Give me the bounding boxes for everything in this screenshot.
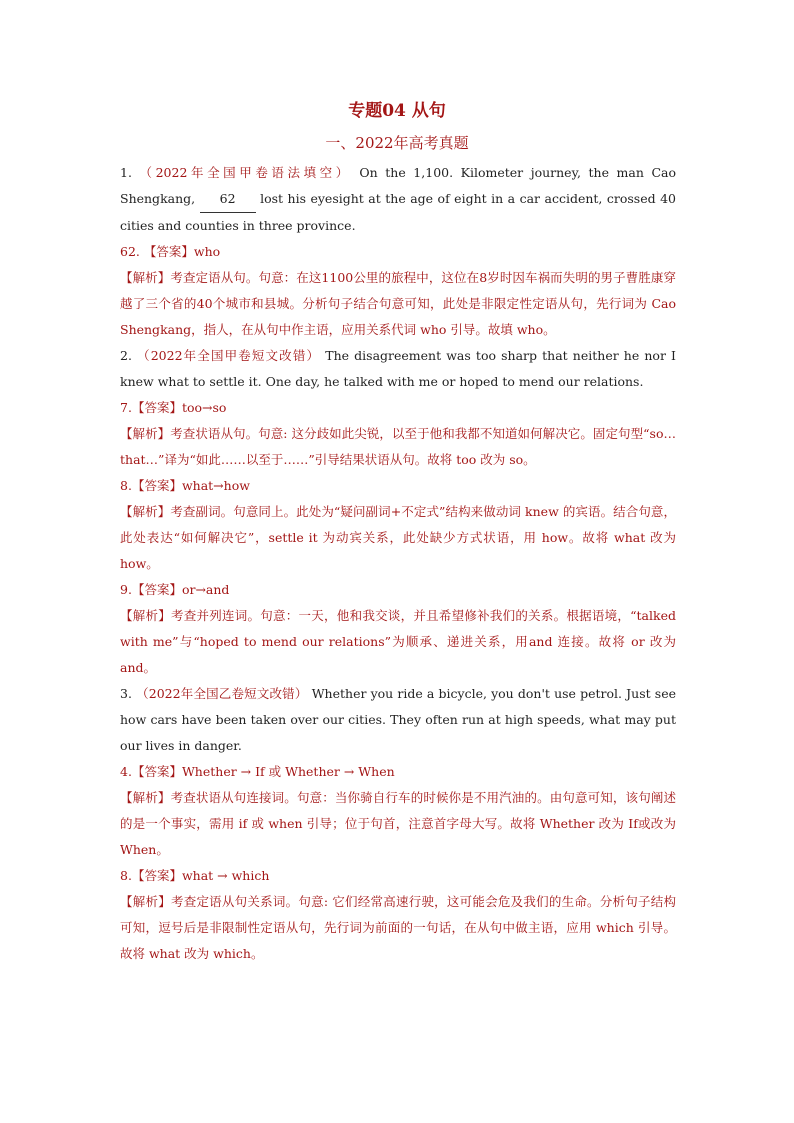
answer-blank: 62 (200, 186, 256, 213)
question-1 (120, 160, 676, 239)
answer-text: or→and (181, 582, 230, 597)
answer-label: 【答案】 (131, 868, 182, 883)
answer-text: who (193, 244, 221, 259)
answer-line (120, 395, 676, 421)
analysis-text: 考查定语从句关系词。句意: 它们经常高速行驶，这可能会危及我们的生命。分析句子结构可知，逗号后是非限制性定语从句，先行词为前面的一句话，在从句中做主语，应用 which 引导。故将 what 改为 which。 (120, 894, 676, 961)
answer-label: 【答案】 (131, 478, 182, 493)
analysis-line (120, 785, 676, 863)
answer-text: Whether → If 或 Whether → When (181, 764, 395, 779)
answer-number: 62. (120, 244, 140, 259)
question-source: （2022年全国甲卷短文改错） (137, 348, 321, 363)
answer-line (120, 759, 676, 785)
content (120, 160, 676, 967)
answer-number: 4. (120, 764, 132, 779)
question-source: （2022年全国甲卷语法填空） (139, 165, 352, 180)
answer-line (120, 239, 676, 265)
analysis-label: 【解析】 (120, 790, 171, 805)
page-title: 专题04 从句 (348, 101, 446, 121)
answer-text: too→so (181, 400, 227, 415)
analysis-label: 【解析】 (120, 608, 172, 623)
answer-text: what→how (181, 478, 250, 493)
question-2 (120, 343, 676, 395)
analysis-label: 【解析】 (120, 504, 171, 519)
analysis-label: 【解析】 (120, 270, 171, 285)
question-number: 1. (120, 165, 132, 180)
answer-label: 【答案】 (131, 400, 182, 415)
analysis-line (120, 499, 676, 577)
answer-number: 7. (120, 400, 132, 415)
question-number: 3. (120, 686, 132, 701)
answer-label: 【答案】 (131, 582, 182, 597)
answer-label: 【答案】 (143, 244, 194, 259)
analysis-text: 考查状语从句连接词。句意：当你骑自行车的时候你是不用汽油的。由句意可知，该句阐述的是一个事实，需用 if 或 when 引导；位于句首，注意首字母大写。故将 Whether 改为 If或改为 When。 (120, 790, 676, 857)
question-text: Whether you ride a bicycle, you don't use petrol. Just see how cars have been taken over our cities. They often run at high speeds, what may put our lives in danger. (120, 686, 676, 753)
analysis-line (120, 265, 676, 343)
analysis-line (120, 603, 676, 681)
analysis-label: 【解析】 (120, 894, 171, 909)
question-number: 2. (120, 348, 132, 363)
answer-number: 8. (120, 478, 132, 493)
question-text: lost his eyesight at the age of eight in a car accident, crossed 40 cities and counties in three province. (120, 191, 676, 233)
answer-number: 9. (120, 582, 132, 597)
answer-number: 8. (120, 868, 132, 883)
answer-label: 【答案】 (131, 764, 182, 779)
question-text: The disagreement was too sharp that neither he nor I knew what to settle it. One day, he talked with me or hoped to mend our relations. (120, 348, 676, 389)
analysis-text: 考查定语从句。句意：在这1100公里的旅程中，这位在8岁时因车祸而失明的男子曹胜康穿越了三个省的40个城市和县城。分析句子结合句意可知，此处是非限定性定语从句，先行词为 Cao Shengkang，指人，在从句中作主语，应用关系代词 who 引导。故填 who。 (120, 270, 676, 337)
analysis-line (120, 889, 676, 967)
analysis-label: 【解析】 (120, 426, 171, 441)
answer-line (120, 577, 676, 603)
question-3 (120, 681, 676, 759)
answer-line (120, 473, 676, 499)
analysis-line (120, 421, 676, 473)
answer-line (120, 863, 676, 889)
analysis-text: 考查状语从句。句意: 这分歧如此尖锐，以至于他和我都不知道如何解决它。固定句型“so…that…”译为“如此……以至于……”引导结果状语从句。故将 too 改为 so。 (120, 426, 676, 467)
section-heading: 一、2022年高考真题 (325, 134, 469, 152)
question-source: （2022年全国乙卷短文改错） (136, 686, 308, 701)
analysis-text: 考查副词。句意同上。此处为“疑问副词+不定式”结构来做动词 knew 的宾语。结合句意，此处表达“如何解决它”，settle it 为动宾关系，此处缺少方式状语，用 how。故将 what 改为 how。 (120, 504, 676, 571)
answer-text: what → which (181, 868, 270, 883)
analysis-text: 考查并列连词。句意：一天，他和我交谈，并且希望修补我们的关系。根据语境，“talked with me”与“hoped to mend our relations”为顺承、递进关系，用and 连接。故将 or 改为 and。 (120, 608, 676, 675)
question-text: On the 1,100. Kilometer journey, the man Cao Shengkang, (120, 165, 676, 206)
